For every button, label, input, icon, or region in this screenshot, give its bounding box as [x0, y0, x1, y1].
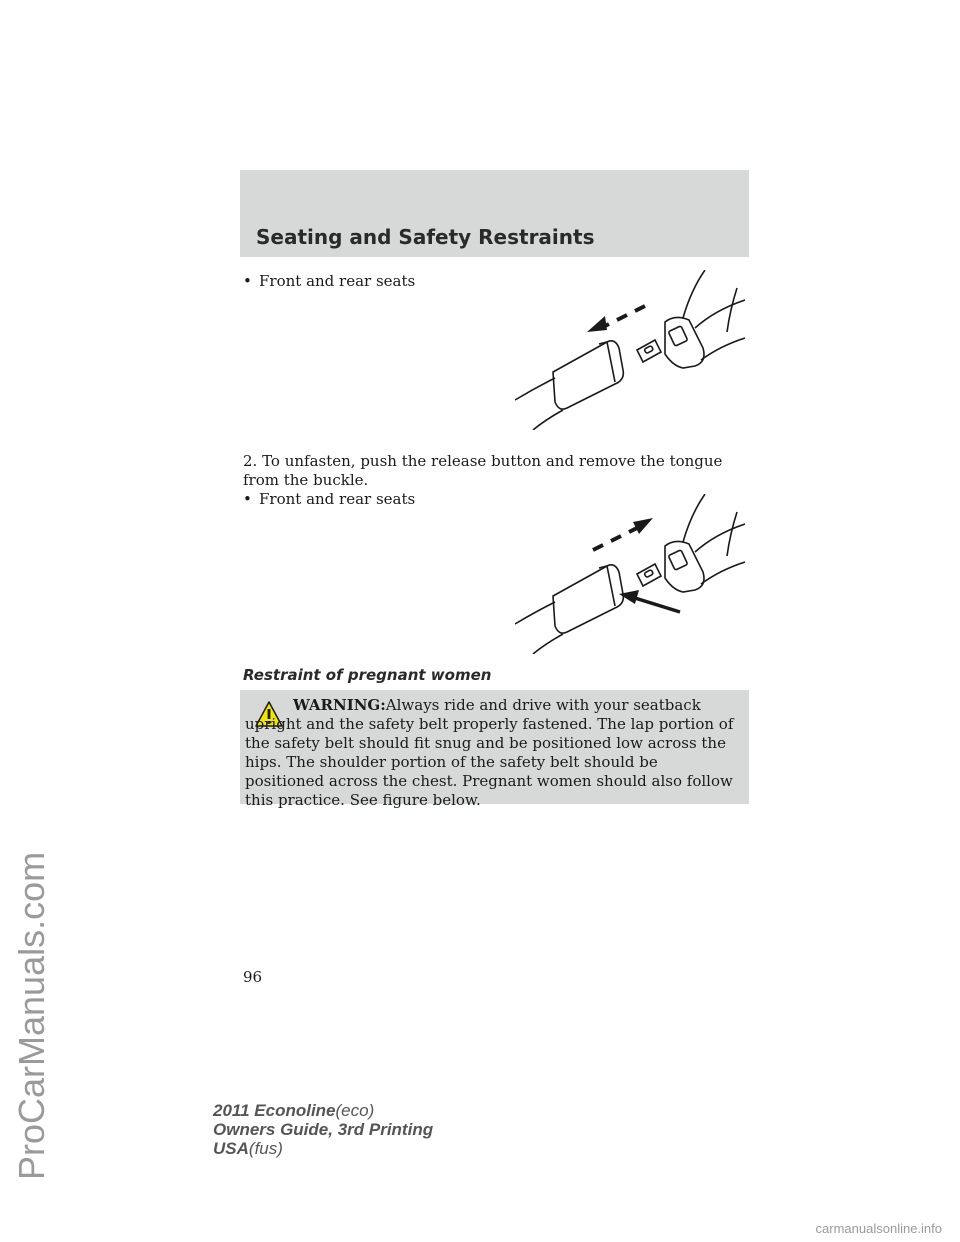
bullet-text-1: Front and rear seats [259, 272, 416, 290]
footer [213, 1101, 433, 1158]
step-2-text: 2. To unfasten, push the release button and remove the tongue from the buckle. [243, 452, 723, 489]
bullet-dot: • [243, 490, 252, 508]
footer-region-code: (fus) [248, 1139, 283, 1158]
section-title: Seating and Safety Restraints [256, 225, 595, 249]
warning-box [240, 690, 749, 809]
warning-body: Always ride and drive with your seatback upright and the safety belt properly fastened. The lap portion of the safety belt should fit snug and be positioned low across the hips. The shoulder portion of the safety belt should be positioned across the chest. Pregnant women should also follow this practice. See figure below. [245, 696, 734, 809]
subheading: Restraint of pregnant women [243, 666, 492, 684]
side-watermark: ProCarManuals.com [11, 851, 52, 1180]
bullet-dot: • [243, 272, 252, 290]
footer-line-1 [213, 1101, 433, 1120]
footer-region: USA [213, 1139, 249, 1158]
belt-unfasten-illustration [515, 494, 745, 654]
warning-text [245, 696, 735, 810]
bottom-watermark: carmanualsonline.info [815, 1221, 942, 1236]
warning-label: WARNING: [293, 696, 386, 714]
section-header [240, 170, 749, 257]
footer-line-2: Owners Guide, 3rd Printing [213, 1120, 434, 1139]
footer-model-code: (eco) [335, 1101, 375, 1120]
footer-model: 2011 Econoline [213, 1101, 336, 1120]
belt-fasten-illustration [515, 270, 745, 430]
footer-line-3 [213, 1139, 433, 1158]
bullet-item-1 [243, 272, 415, 291]
bullet-item-2 [243, 490, 415, 509]
page-number: 96 [243, 968, 263, 986]
bullet-text-2: Front and rear seats [259, 490, 416, 508]
